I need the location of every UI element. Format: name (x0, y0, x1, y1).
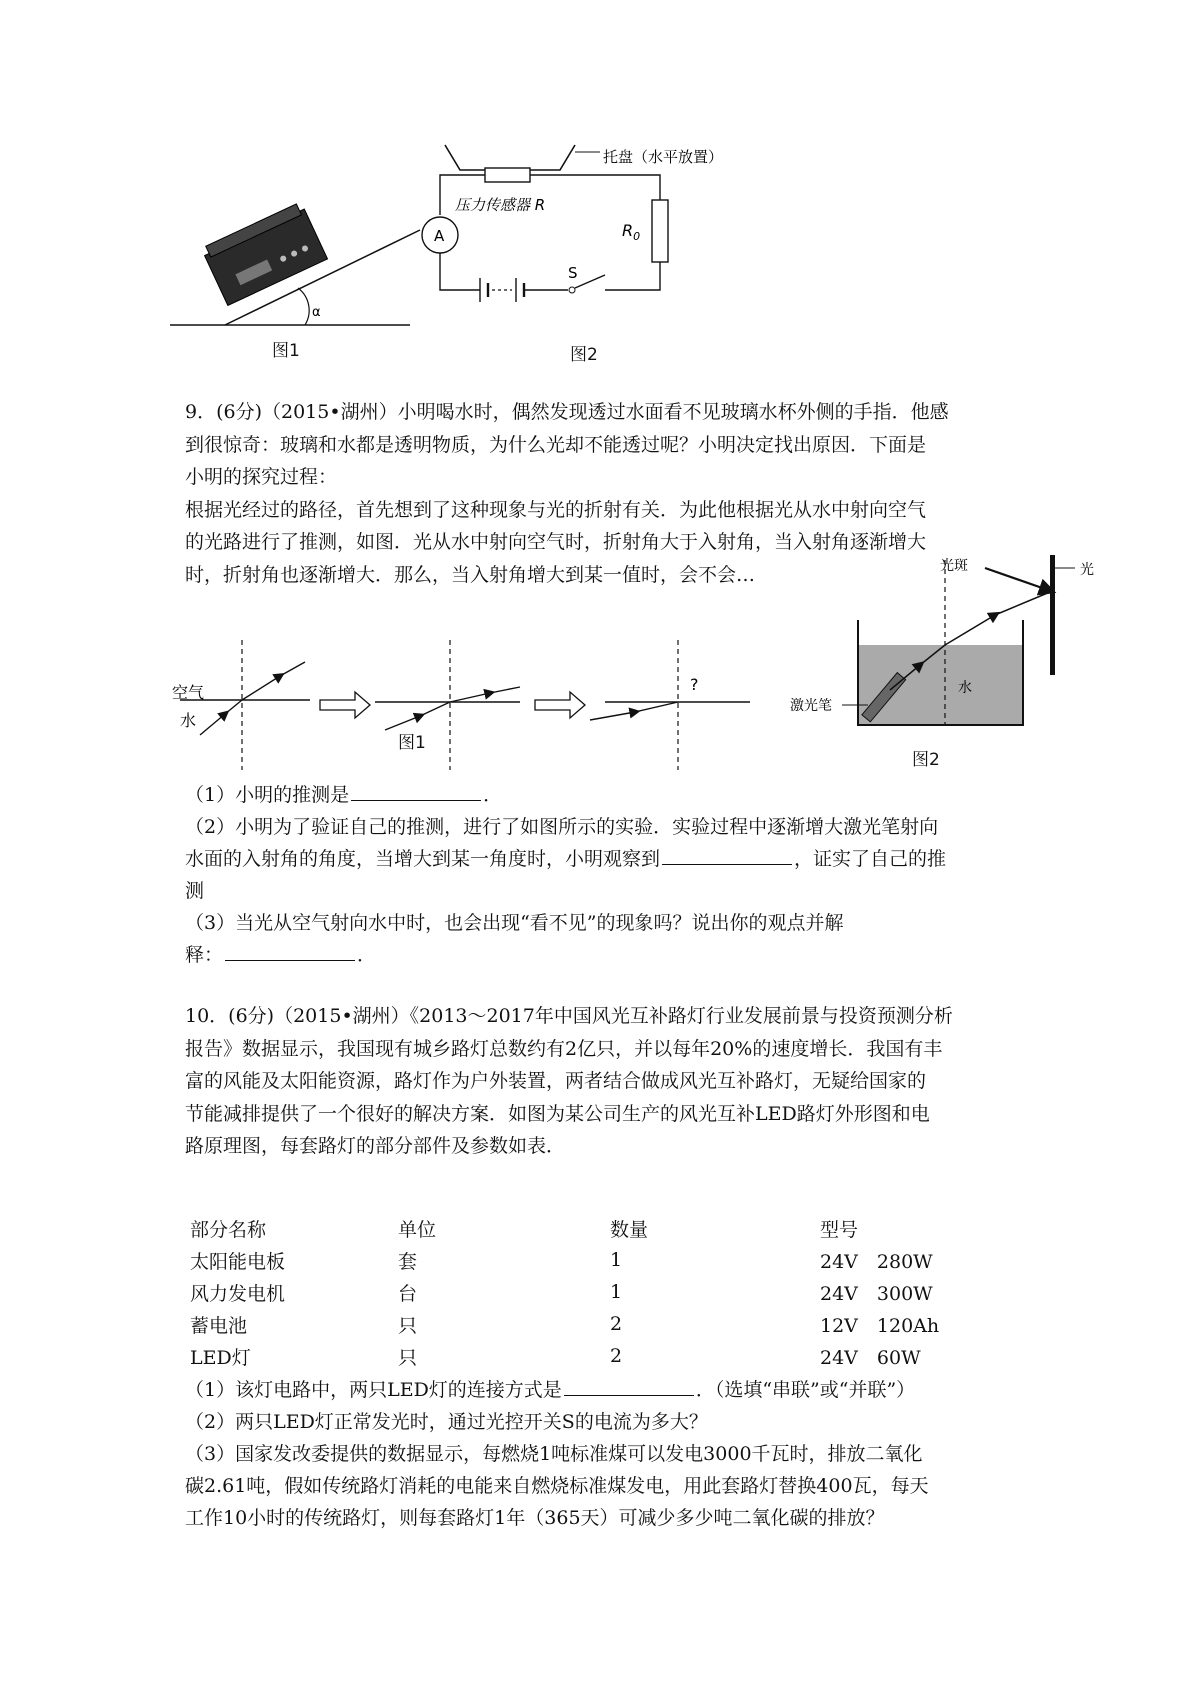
table-cell: 1 (610, 1281, 623, 1303)
sensor-label: 压力传感器 R (455, 196, 546, 214)
q9-sub2-text: 水面的入射角的角度，当增大到某一角度时，小明观察到 (185, 848, 661, 870)
q9-sub1-text: （1）小明的推测是 (185, 784, 350, 806)
table-cell: 1 (610, 1249, 623, 1271)
switch-label: S (568, 264, 578, 282)
q9-line: 9．(6分)（2015•湖州）小明喝水时，偶然发现透过水面看不见玻璃水杯外侧的手指．他感 (185, 401, 949, 423)
table-cell: 24V 300W (820, 1282, 933, 1305)
q9-line: 小明的探究过程： (185, 466, 338, 488)
q9-sub3-text: 释： (185, 944, 224, 966)
svg-text:R0 (622, 221, 640, 243)
q10-sub3-line: 工作10小时的传统路灯，则每套路灯1年（365天）可减少多少吨二氧化碳的排放？ (185, 1507, 885, 1529)
q9-fig2-caption: 图2 (912, 750, 940, 770)
q10-sub1-text: （1）该灯电路中，两只LED灯的连接方式是 (185, 1379, 562, 1401)
answer-blank[interactable] (662, 846, 792, 865)
refraction-sequence-figure (172, 640, 820, 800)
q9-line: 到很惊奇：玻璃和水都是透明物质，为什么光却不能透过呢？小明决定找出原因．下面是 (185, 433, 927, 456)
q10-sub3-line: 碳2.61吨，假如传统路灯消耗的电能来自燃烧标准煤发电，用此套路灯替换400瓦，每天 (185, 1475, 929, 1497)
air-label: 空气 (172, 683, 205, 702)
q9-line: 的光路进行了推测，如图．光从水中射向空气时，折射角大于入射角，当入射角逐渐增大 (185, 531, 927, 553)
table-header-row (190, 1212, 1020, 1244)
resistor-subscript: 0 (633, 230, 641, 243)
q9-sub3-end: ． (357, 944, 377, 966)
question-mark: ? (690, 675, 699, 694)
table-header: 型号 (820, 1218, 859, 1241)
answer-blank[interactable] (564, 1377, 694, 1396)
table-cell: 套 (398, 1250, 418, 1273)
q10-line: 路原理图，每套路灯的部分部件及参数如表． (185, 1135, 566, 1157)
table-cell: 太阳能电板 (190, 1250, 286, 1273)
q10-line: 10．(6分)（2015•湖州）《2013～2017年中国风光互补路灯行业发展前景与投资预测分析 (185, 1005, 953, 1027)
screen-label: 光 (1080, 562, 1094, 578)
q10-sub3-line: （3）国家发改委提供的数据显示，每燃烧1吨标准煤可以发电3000千瓦时，排放二氧化 (185, 1443, 923, 1465)
table-cell: 只 (398, 1314, 418, 1337)
table-cell: 2 (610, 1313, 623, 1335)
q9-sub1 (185, 780, 502, 807)
q9-sub2-line2 (185, 844, 946, 871)
laser-label: 激光笔 (790, 698, 832, 714)
tank-water-label: 水 (958, 680, 972, 696)
angle-label: α (312, 305, 321, 320)
answer-blank[interactable] (351, 782, 481, 801)
parts-table (190, 1212, 1020, 1372)
q10-line: 富的风能及太阳能资源，路灯作为户外装置，两者结合做成风光互补路灯，无疑给国家的 (185, 1070, 927, 1092)
table-row (190, 1276, 1020, 1308)
q10-sub2: （2）两只LED灯正常发光时，通过光控开关S的电流为多大？ (185, 1411, 708, 1433)
table-row (190, 1244, 1020, 1276)
table-cell: 24V 280W (820, 1250, 933, 1273)
table-cell: 台 (398, 1282, 418, 1305)
q9-line: 根据光经过的路径，首先想到了这种现象与光的折射有关．为此他根据光从水中射向空气 (185, 498, 927, 521)
pressure-sensor-circuit (400, 140, 800, 340)
table-row (190, 1308, 1020, 1340)
q9-sub3-line1: （3）当光从空气射向水中时，也会出现“看不见”的现象吗？说出你的观点并解 (185, 912, 844, 934)
table-header: 单位 (398, 1218, 437, 1241)
table-cell: LED灯 (190, 1346, 251, 1369)
table-cell: 蓄电池 (190, 1314, 248, 1337)
table-cell: 2 (610, 1345, 623, 1367)
q10-stem (185, 1000, 1035, 1163)
q9-fig1-caption: 图1 (398, 733, 426, 753)
q10-line: 节能减排提供了一个很好的解决方案．如图为某公司生产的风光互补LED路灯外形图和电 (185, 1102, 930, 1125)
table-cell: 24V 60W (820, 1346, 921, 1369)
q10-sub1 (185, 1375, 915, 1402)
resistor-label: R (622, 221, 634, 240)
table-cell: 12V 120Ah (820, 1314, 940, 1337)
table-row (190, 1340, 1020, 1372)
q9-sub2-line3: 测 (185, 880, 205, 902)
ammeter-label: A (434, 227, 445, 245)
q9-sub1-end: ． (483, 784, 503, 806)
q9-sub3-line2 (185, 940, 376, 967)
q10-sub1-end: ．（选填“串联”或“并联”） (695, 1379, 916, 1401)
spot-label: 光斑 (940, 558, 968, 574)
water-label: 水 (180, 711, 197, 730)
answer-blank[interactable] (225, 942, 355, 961)
table-cell: 只 (398, 1346, 418, 1369)
q10-line: 报告》数据显示，我国现有城乡路灯总数约有2亿只，并以每年20%的速度增长．我国有丰 (185, 1037, 943, 1060)
q9-sub2-end: ，证实了自己的推 (794, 848, 947, 870)
q9-sub2-line1: （2）小明为了验证自己的推测，进行了如图所示的实验．实验过程中逐渐增大激光笔射向 (185, 816, 939, 838)
table-header: 部分名称 (190, 1218, 267, 1241)
table-header: 数量 (610, 1218, 649, 1241)
top-fig1-caption: 图1 (272, 341, 300, 361)
table-cell: 风力发电机 (190, 1282, 286, 1305)
top-fig2-caption: 图2 (570, 345, 598, 365)
laser-tank-figure (780, 550, 1200, 770)
q9-line: 时，折射角也逐渐增大．那么，当入射角增大到某一值时，会不会… (185, 563, 756, 586)
tray-label: 托盘（水平放置） (603, 148, 724, 166)
